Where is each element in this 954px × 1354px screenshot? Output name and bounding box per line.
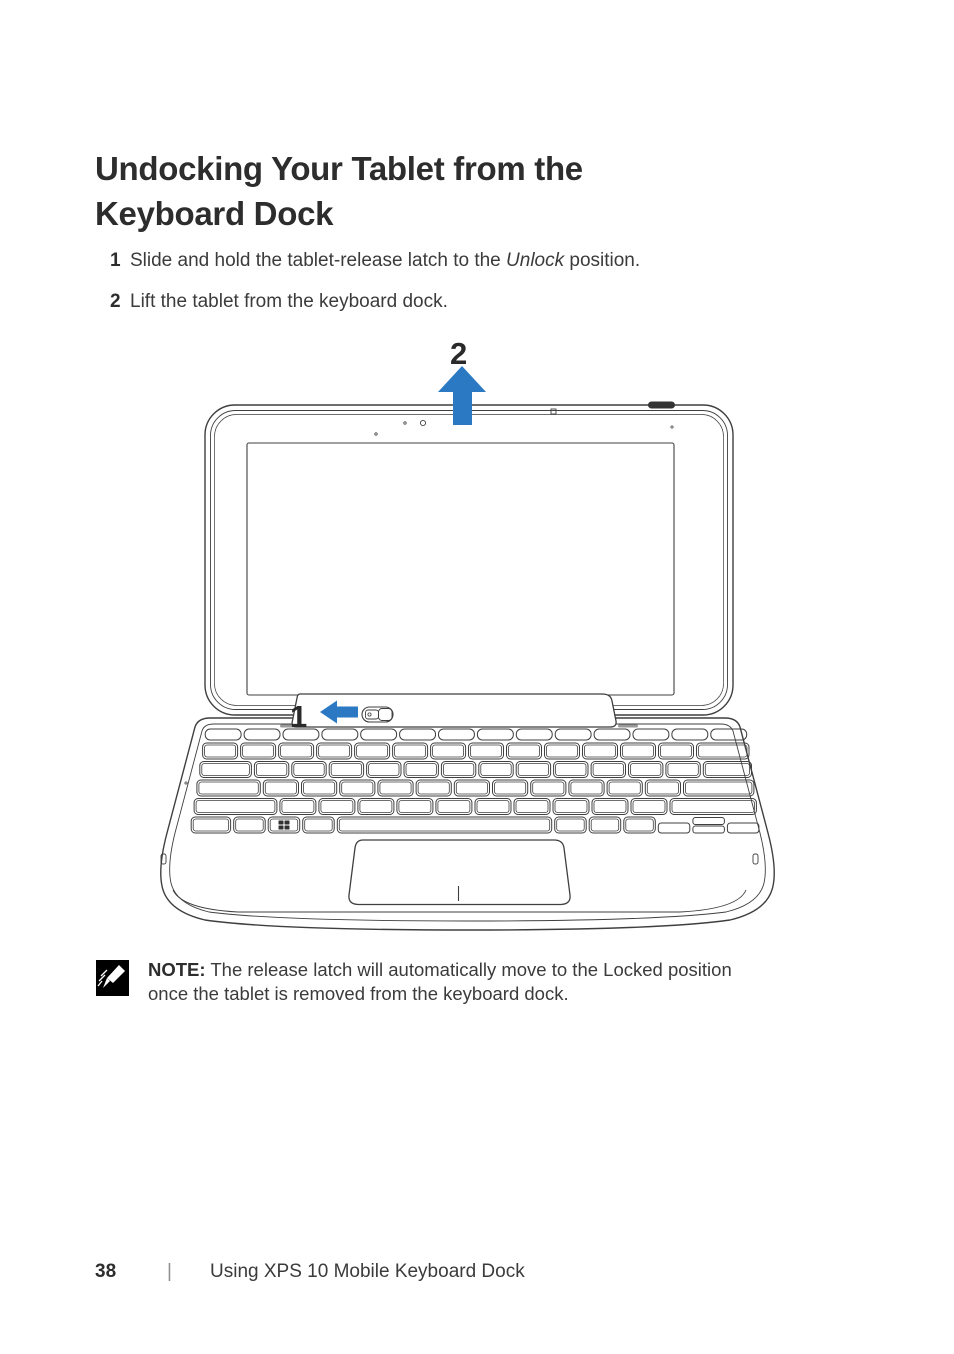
page-footer [95, 1261, 525, 1283]
step-text-pre: Lift the tablet from the keyboard dock. [130, 291, 448, 312]
power-button [648, 402, 675, 409]
step-text [130, 291, 448, 312]
footer-text: Using XPS 10 Mobile Keyboard Dock [210, 1261, 525, 1282]
note-line2: once the tablet is removed from the keyboard dock. [148, 983, 569, 1004]
callout-2-label: 2 [450, 336, 468, 371]
windows-key-icon [285, 821, 290, 825]
hinge-mark-right [618, 725, 638, 728]
callout-1-label: 1 [290, 699, 308, 734]
windows-key-icon [285, 826, 290, 830]
note-pencil-icon [96, 960, 129, 996]
note-block [96, 958, 836, 1006]
page-title [95, 146, 583, 236]
step-text [130, 250, 640, 271]
page-number: 38 [95, 1261, 117, 1282]
instruction-steps [95, 250, 640, 332]
windows-key-icon [279, 821, 284, 825]
note-line1: The release latch will automatically move to the Locked position [210, 959, 732, 980]
step-number: 2 [110, 291, 121, 312]
step-text-pre: Slide and hold the tablet-release latch to the [130, 250, 507, 271]
keyboard-deck [161, 718, 774, 930]
tablet-outline [205, 402, 733, 716]
footer-separator: | [167, 1261, 172, 1282]
device-illustration [140, 330, 780, 950]
step-item-2 [95, 291, 640, 312]
page-title-line2: Keyboard Dock [95, 195, 334, 232]
windows-key-icon [279, 826, 284, 830]
page-title-line1: Undocking Your Tablet from the [95, 150, 583, 187]
step-text-post: position. [564, 250, 641, 271]
step-text-italic: Unlock [506, 250, 565, 271]
step-number: 1 [110, 250, 121, 271]
note-label: NOTE: [148, 959, 206, 980]
note-text [148, 958, 836, 1006]
step-item-1 [95, 250, 640, 271]
